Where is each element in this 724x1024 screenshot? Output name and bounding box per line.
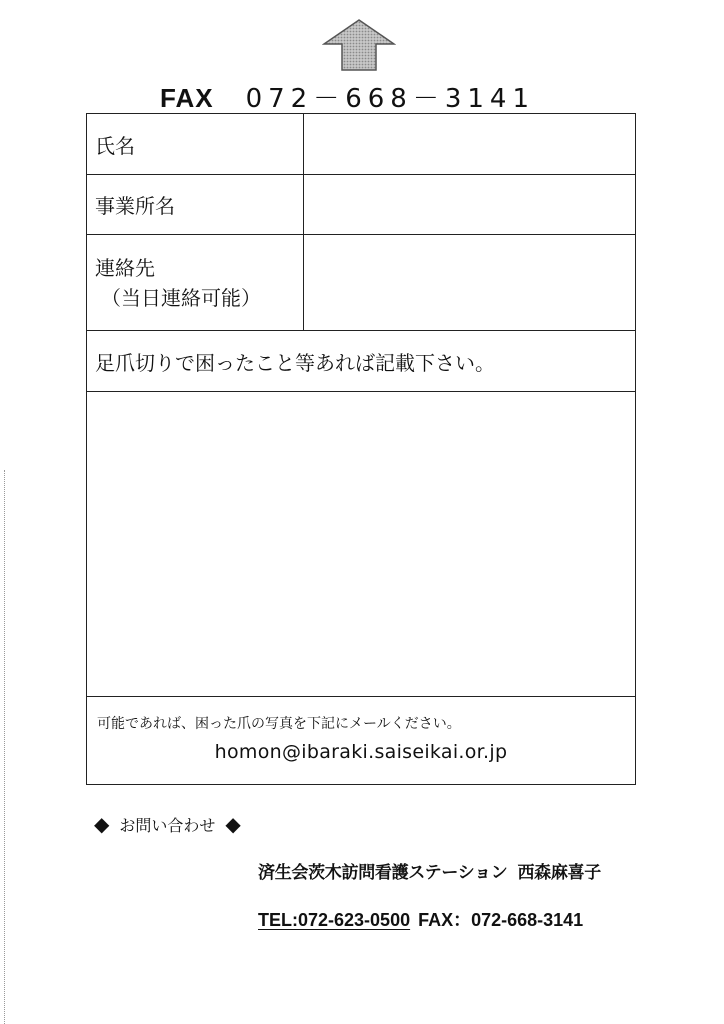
person-name: 西森麻喜子 — [517, 863, 601, 883]
inquiry-text: お問い合わせ — [119, 815, 216, 835]
tel-number[interactable]: TEL:072-623-0500 — [258, 910, 411, 930]
fax-label: FAX — [160, 83, 214, 113]
station-line — [258, 858, 601, 883]
email-address[interactable]: homon@ibaraki.saiseikai.or.jp — [214, 741, 508, 763]
inquiry-heading — [94, 812, 241, 836]
trouble-title: 足爪切りで困ったこと等あれば記載下さい。 — [95, 350, 495, 375]
name-field[interactable] — [304, 114, 635, 174]
station-name: 済生会茨木訪問看護ステーション — [258, 863, 508, 883]
contact-numbers — [258, 906, 583, 932]
fax-number-footer: FAX：072-668-3141 — [418, 910, 584, 930]
contact-row — [87, 235, 635, 331]
company-row — [87, 175, 635, 235]
contact-sub-label: （当日連絡可能） — [101, 285, 261, 310]
scan-edge — [4, 470, 6, 1024]
diamond-icon-right: ◆ — [225, 812, 241, 836]
company-field[interactable] — [304, 175, 635, 234]
photo-row — [87, 697, 635, 784]
name-row — [87, 114, 635, 175]
arrow-up-icon — [322, 18, 396, 72]
photo-note: 可能であれば、困った爪の写真を下記にメールください。 — [97, 716, 461, 732]
fax-form-table — [86, 113, 636, 785]
fax-number: 072－668－3141 — [245, 84, 535, 114]
contact-label-cell — [87, 235, 304, 330]
diamond-icon-left: ◆ — [94, 812, 110, 836]
contact-label: 連絡先 — [95, 255, 155, 280]
contact-field[interactable] — [304, 235, 635, 330]
company-label: 事業所名 — [87, 175, 304, 234]
trouble-description-field[interactable] — [87, 392, 635, 697]
name-label: 氏名 — [87, 114, 304, 174]
trouble-title-row — [87, 331, 635, 392]
fax-header — [160, 78, 580, 114]
